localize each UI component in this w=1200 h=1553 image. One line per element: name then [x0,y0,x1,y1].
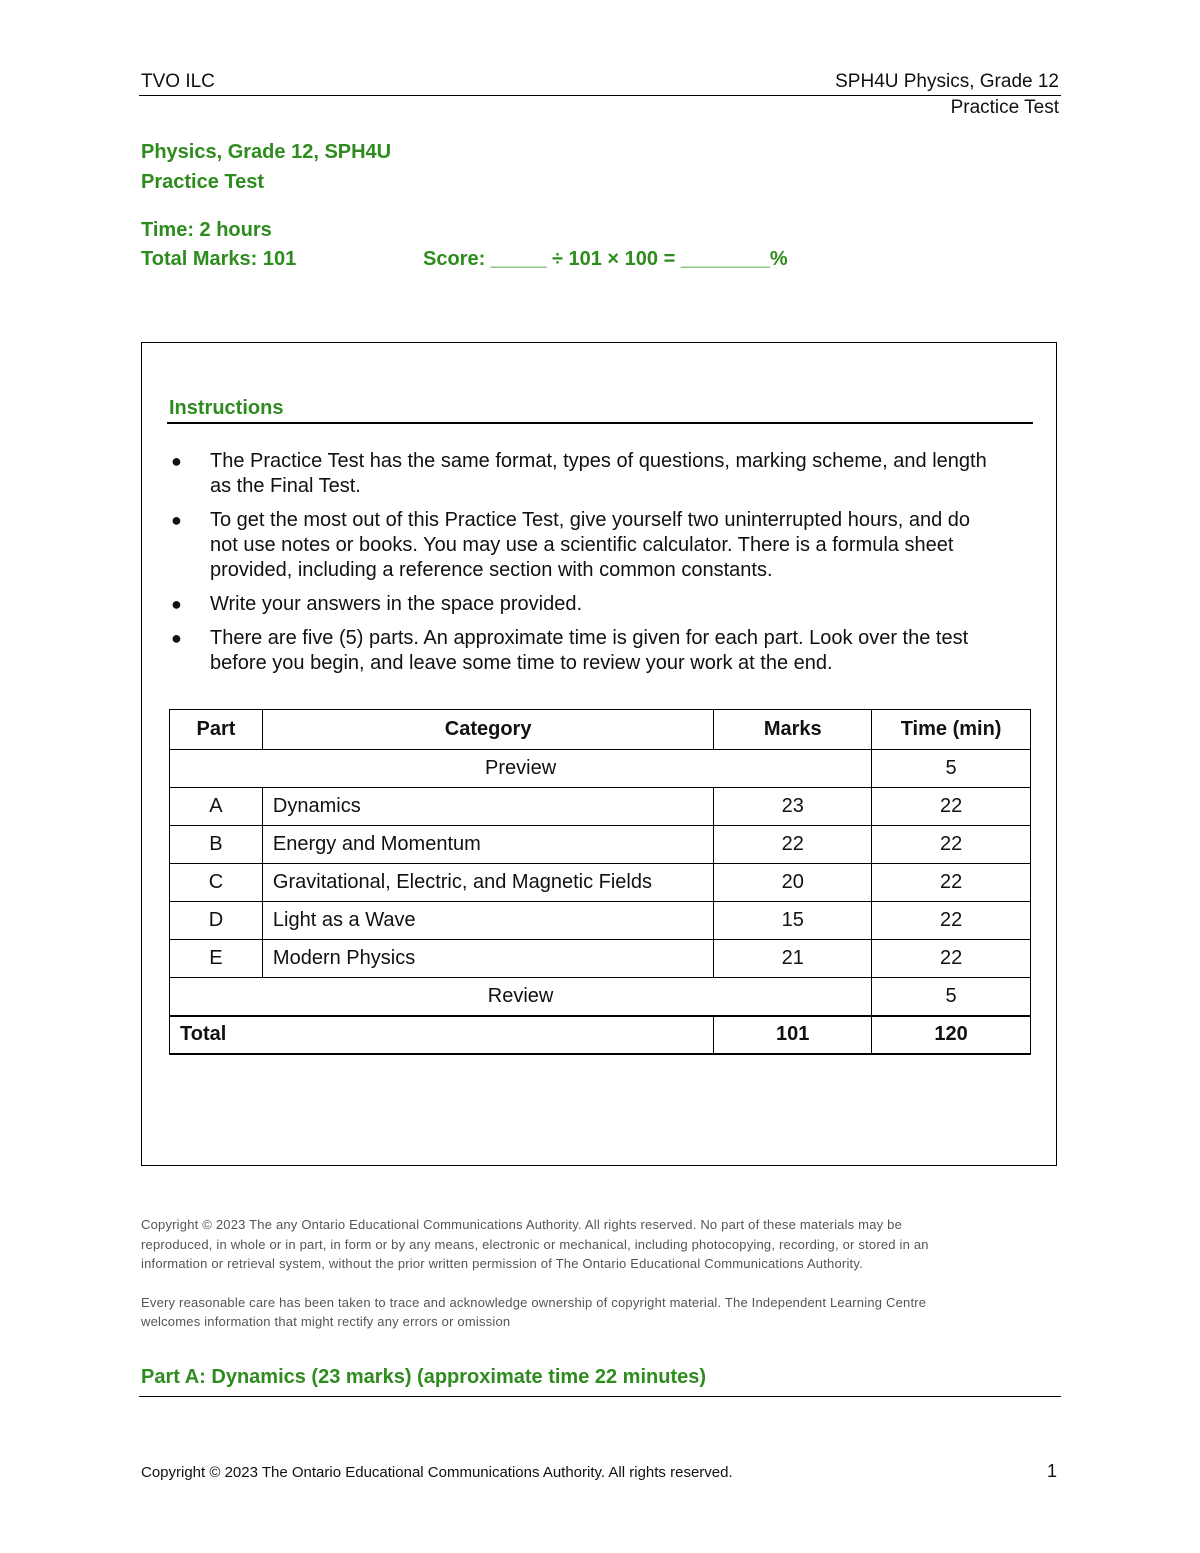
bullet-icon: ● [171,451,182,471]
part-category: Gravitational, Electric, and Magnetic Fields [262,864,713,902]
part-category: Modern Physics [262,940,713,978]
copyright-block [141,1215,961,1351]
footer-copyright: Copyright © 2023 The Ontario Educational Communications Authority. All rights reserved. [141,1464,733,1481]
part-time: 22 [872,902,1031,940]
page-number: 1 [1046,1461,1057,1481]
table-row [170,864,1031,902]
score-line: Score: _____ ÷ 101 × 100 = ________% [423,248,788,270]
parts-table [169,709,1031,1055]
bullet-icon: ● [171,628,182,648]
header-marks: Marks [714,710,872,750]
header-rule [139,95,1061,96]
part-letter: D [170,902,263,940]
review-label: Review [170,978,872,1016]
header-right-course: SPH4U Physics, Grade 12 [835,71,1059,92]
table-header-row [170,710,1031,750]
header-right-doc: Practice Test [950,97,1059,118]
instruction-item: ● Write your answers in the space provided. [171,593,583,615]
table-row [170,940,1031,978]
review-time: 5 [872,978,1031,1016]
instruction-item: ● To get the most out of this Practice Test, give yourself two uninterrupted hours, and do not use notes or books. You may use a scientific calculator. There is a formula sheet provided, including a reference section with common constants. [171,509,971,581]
acknowledgement-notice: Every reasonable care has been taken to trace and acknowledge ownership of copyright material. The Independent Learning Centre welcomes information that might rectify any errors or omission [141,1294,927,1329]
part-time: 22 [872,940,1031,978]
part-time: 22 [872,864,1031,902]
part-letter: E [170,940,263,978]
part-time: 22 [872,788,1031,826]
table-row [170,788,1031,826]
part-category: Dynamics [262,788,713,826]
part-letter: A [170,788,263,826]
test-title: Practice Test [141,171,265,193]
total-label: Total [170,1016,714,1054]
part-marks: 22 [714,826,872,864]
table-row [170,826,1031,864]
instruction-item: ● There are five (5) parts. An approximate time is given for each part. Look over the test before you begin, and leave some time to review your work at the end. [171,627,969,674]
preview-time: 5 [872,750,1031,788]
preview-label: Preview [170,750,872,788]
review-row [170,978,1031,1016]
course-title: Physics, Grade 12, SPH4U [141,141,392,163]
preview-row [170,750,1031,788]
header-time: Time (min) [872,710,1031,750]
part-marks: 23 [714,788,872,826]
total-time-cell: 120 [872,1016,1031,1054]
total-row [170,1016,1031,1054]
time-allowed: Time: 2 hours [141,219,272,241]
instructions-list [169,449,989,685]
part-a-heading: Part A: Dynamics (23 marks) (approximate time 22 minutes) [141,1366,707,1388]
part-marks: 15 [714,902,872,940]
copyright-notice: Copyright © 2023 The any Ontario Educational Communications Authority. All rights reserved. No part of these materials may be reproduced, in whole or in part, in form or by any means, electronic or mechanical, including photocopying, recording, or stored in an information or retrieval system, without the prior written permission of The Ontario Educational Communications Authority. [141,1217,929,1271]
part-marks: 20 [714,864,872,902]
header-part: Part [170,710,263,750]
part-letter: C [170,864,263,902]
part-time: 22 [872,826,1031,864]
part-category: Energy and Momentum [262,826,713,864]
instruction-item: ● The Practice Test has the same format, types of questions, marking scheme, and length as the Final Test. [171,450,987,497]
part-a-rule [139,1396,1061,1397]
table-row [170,902,1031,940]
part-category: Light as a Wave [262,902,713,940]
instructions-rule [167,422,1033,424]
bullet-icon: ● [171,594,182,614]
total-marks-cell: 101 [714,1016,872,1054]
header-category: Category [262,710,713,750]
part-marks: 21 [714,940,872,978]
part-letter: B [170,826,263,864]
instructions-heading: Instructions [169,397,284,419]
total-marks: Total Marks: 101 [141,248,297,270]
header-left: TVO ILC [141,71,215,92]
bullet-icon: ● [171,510,182,530]
